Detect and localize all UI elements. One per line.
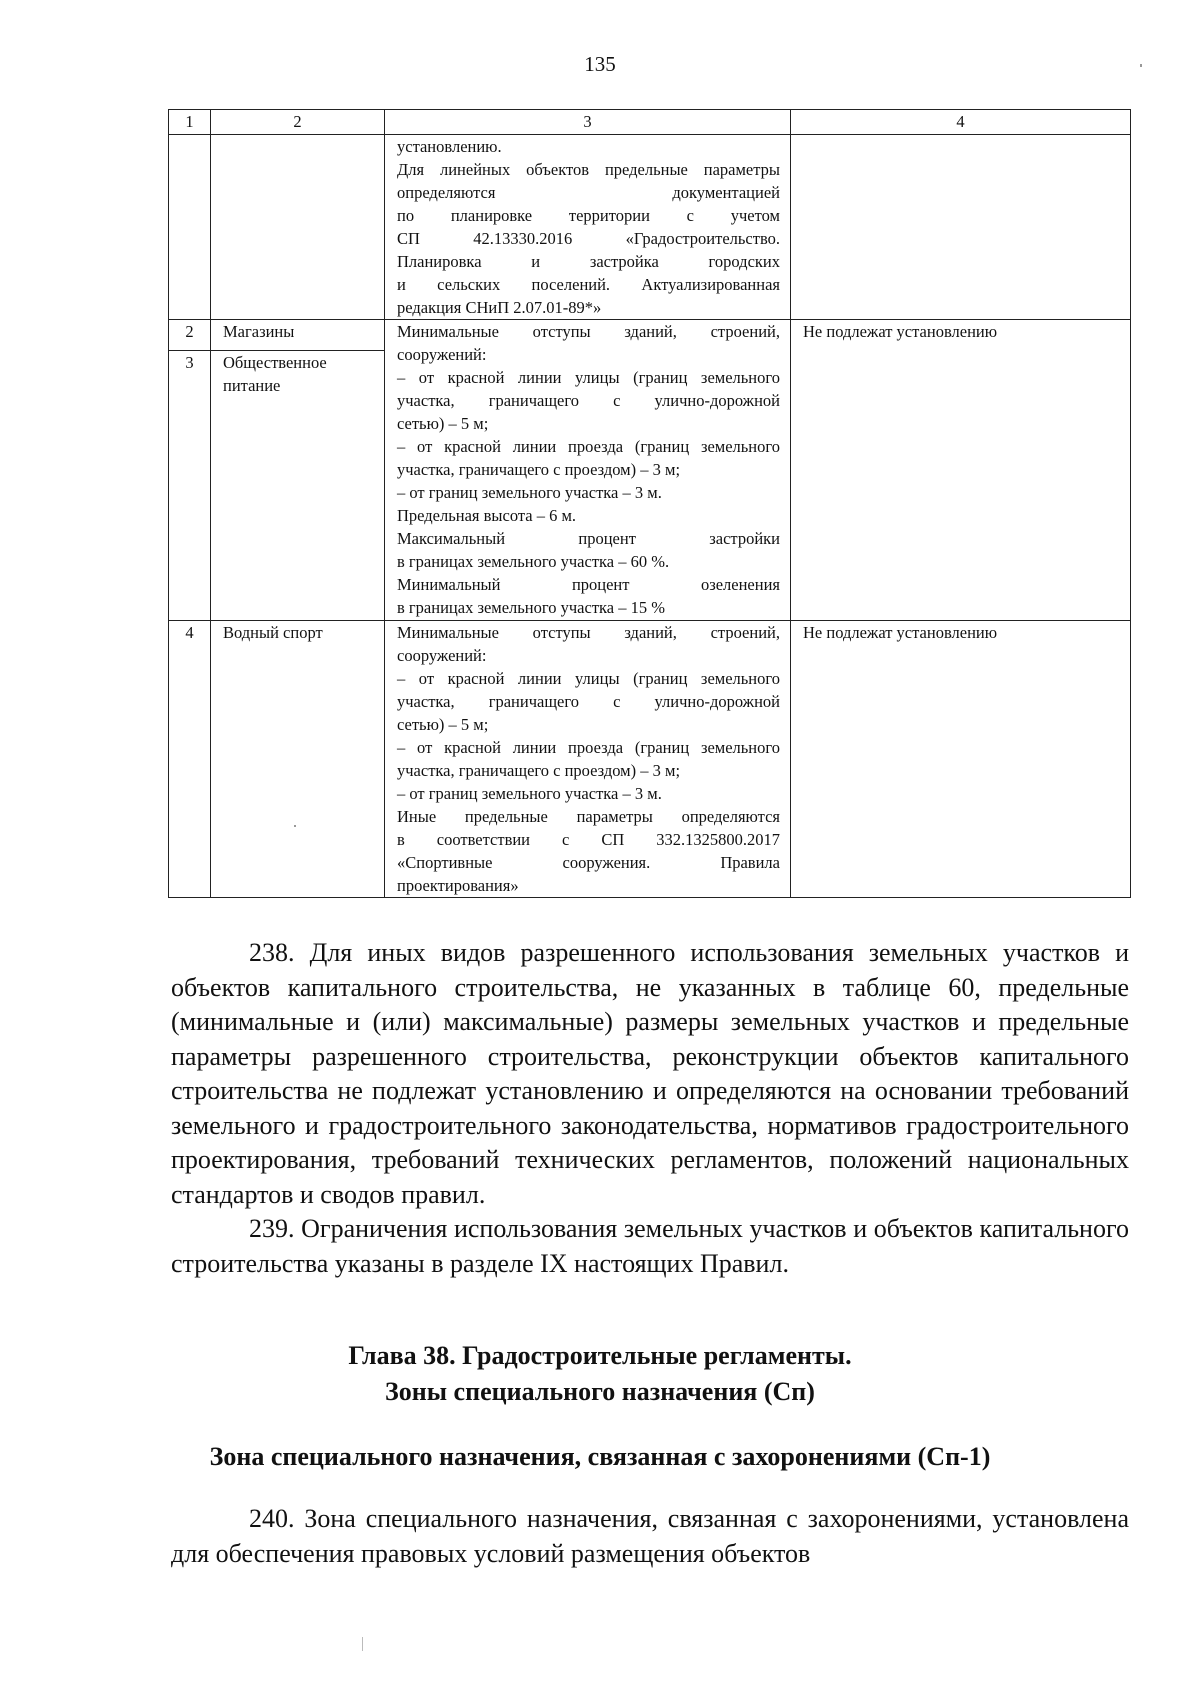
text-line: Минимальные отступы зданий, строений, <box>397 322 780 341</box>
text-line: проектирования» <box>397 876 519 895</box>
text-line: – от красной линии улицы (границ земельного <box>397 368 780 387</box>
chapter-title <box>0 1338 1200 1410</box>
paragraph-238: 238. Для иных видов разрешенного использования земельных участков и объектов капитального строительства, не указанных в таблице 60, предельные (минимальные и (или) максимальные) размеры земельных участков и предельные параметры разрешенного строительства, реконструкции объектов капитального строительства не подлежат установлению и определяются на основании требований земельного и градостроительного законодательства, нормативов градостроительного проектирования, требований технических регламентов, положений национальных стандартов и сводов правил. <box>171 938 1129 1209</box>
text-line: установлению. <box>397 137 502 156</box>
use-type: Водный спорт <box>211 621 385 898</box>
chapter-title-line1: Глава 38. Градостроительные регламенты. <box>348 1341 852 1370</box>
zone-title: Зона специального назначения, связанная с захоронениями (Сп-1) <box>209 1442 991 1471</box>
text-line: Минимальный процент озеленения <box>397 575 780 594</box>
group-params-cell <box>385 320 791 621</box>
text-line: – от красной линии проезда (границ земельного <box>397 437 780 456</box>
paragraph-block <box>171 1502 1129 1571</box>
cell-empty <box>791 135 1131 320</box>
text-line: участка, граничащего с проездом) – 3 м; <box>397 761 681 780</box>
text-line: редакция СНиП 2.07.01-89*» <box>397 298 602 317</box>
text-line: – от красной линии улицы (границ земельного <box>397 669 780 688</box>
scan-speck <box>294 825 296 827</box>
text-line: участка, граничащего с улично-дорожной <box>397 692 780 711</box>
use-type: Общественное питание <box>211 351 385 621</box>
row4-params-cell <box>385 621 791 898</box>
scan-speck <box>1140 64 1142 67</box>
text-line: Для линейных объектов предельные параметры <box>397 160 780 179</box>
text-line: сетью) – 5 м; <box>397 414 489 433</box>
text-line: сооружений: <box>397 345 487 364</box>
regulations-table <box>168 109 1131 898</box>
cell-empty <box>169 135 211 320</box>
text-line: в границах земельного участка – 60 %. <box>397 552 670 571</box>
text-line: Максимальный процент застройки <box>397 529 780 548</box>
table-row-continuation <box>169 135 1131 320</box>
row-number: 4 <box>169 621 211 898</box>
text-line: СП 42.13330.2016 «Градостроительство. <box>397 229 780 248</box>
text-line: в соответствии с СП 332.1325800.2017 <box>397 830 780 849</box>
continuation-params-cell <box>385 135 791 320</box>
row-number: 3 <box>169 351 211 621</box>
paragraph-239: 239. Ограничения использования земельных участков и объектов капитального строительства указаны в разделе IX настоящих Правил. <box>171 1214 1129 1278</box>
chapter-title-line2: Зоны специального назначения (Сп) <box>385 1377 815 1406</box>
text-line: и сельских поселений. Актуализированная <box>397 275 780 294</box>
text-line: по планировке территории с учетом <box>397 206 780 225</box>
text-line: – от границ земельного участка – 3 м. <box>397 483 662 502</box>
row-number: 2 <box>169 320 211 351</box>
header-col-1: 1 <box>169 110 211 135</box>
text-line: – от границ земельного участка – 3 м. <box>397 784 662 803</box>
header-col-4: 4 <box>791 110 1131 135</box>
limits-cell: Не подлежат установлению <box>791 621 1131 898</box>
header-col-2: 2 <box>211 110 385 135</box>
paragraph-240: 240. Зона специального назначения, связанная с захоронениями, установлена для обеспечения правовых условий размещения объектов <box>171 1504 1129 1568</box>
text-line: сетью) – 5 м; <box>397 715 489 734</box>
text-line: определяются документацией <box>397 183 780 202</box>
limits-cell: Не подлежат установлению <box>791 320 1131 621</box>
cell-empty <box>211 135 385 320</box>
header-col-3: 3 <box>385 110 791 135</box>
text-line: – от красной линии проезда (границ земельного <box>397 738 780 757</box>
text-line: участка, граничащего с проездом) – 3 м; <box>397 460 681 479</box>
table-row <box>169 621 1131 898</box>
paragraph-block <box>171 936 1129 1281</box>
table-row <box>169 320 1131 351</box>
text-line: Планировка и застройка городских <box>397 252 780 271</box>
page-number: 135 <box>584 52 616 76</box>
text-line: Минимальные отступы зданий, строений, <box>397 623 780 642</box>
text-line: «Спортивные сооружения. Правила <box>397 853 780 872</box>
text-line: Предельная высота – 6 м. <box>397 506 577 525</box>
text-line: в границах земельного участка – 15 % <box>397 598 665 617</box>
text-line: участка, граничащего с улично-дорожной <box>397 391 780 410</box>
text-line: сооружений: <box>397 646 487 665</box>
table-header-row <box>169 110 1131 135</box>
text-line: Иные предельные параметры определяются <box>397 807 780 826</box>
scan-speck <box>362 1637 363 1651</box>
use-type: Магазины <box>211 320 385 351</box>
